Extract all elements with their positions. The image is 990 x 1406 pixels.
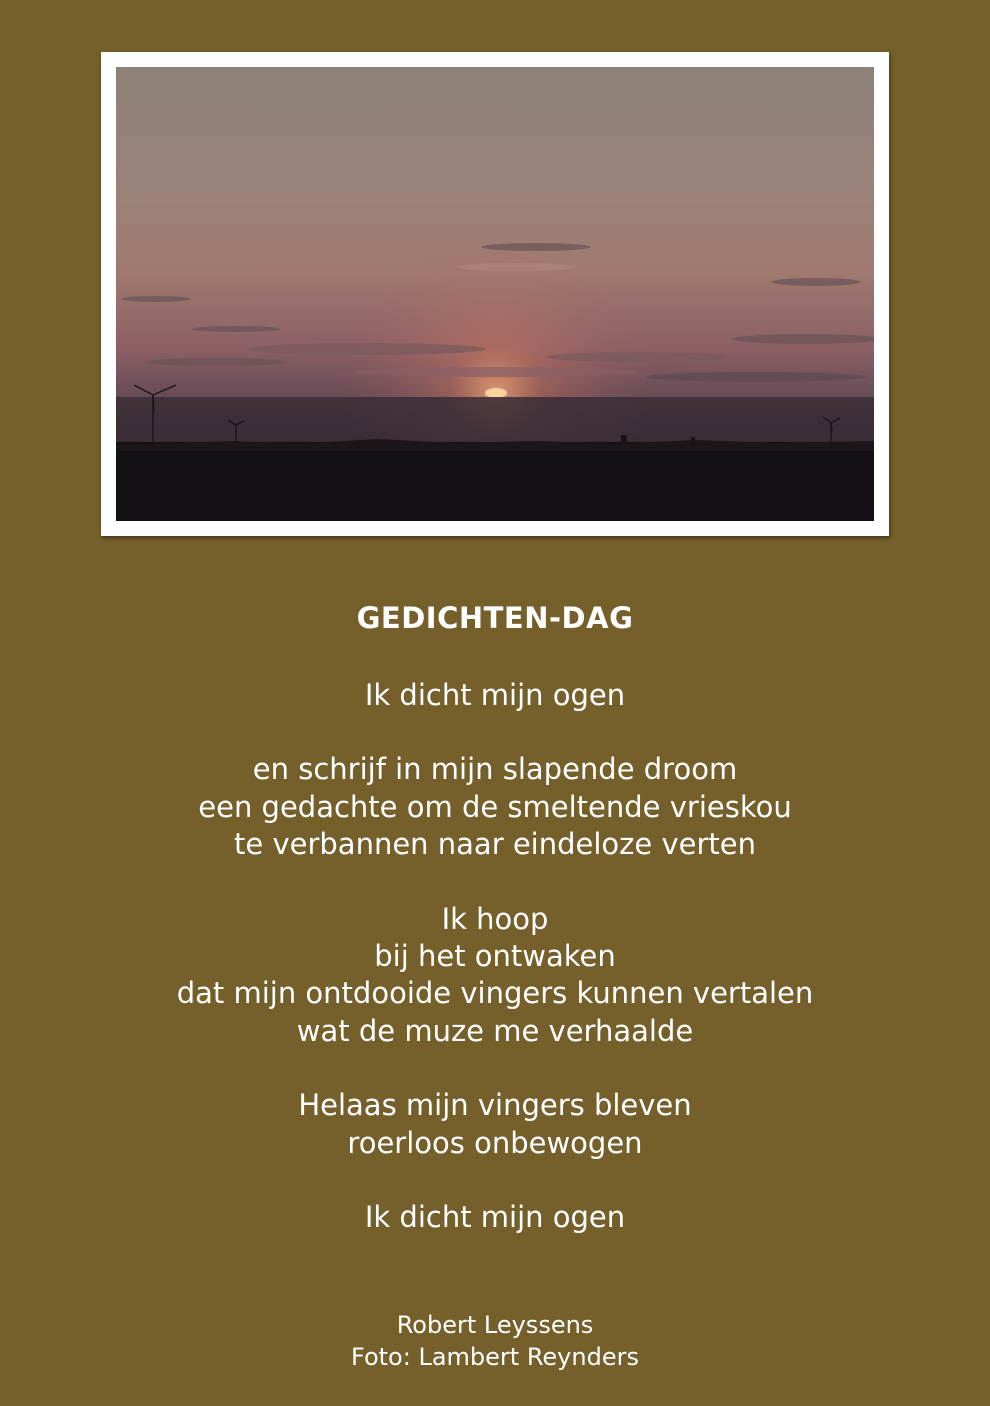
sunset-landscape-image xyxy=(116,67,874,521)
stanza-4 xyxy=(0,1087,990,1162)
poem-line: en schrijf in mijn slapende droom xyxy=(252,752,738,787)
poem-line: dat mijn ontdooide vingers kunnen vertalen xyxy=(176,976,814,1011)
poem-line: Ik hoop xyxy=(441,901,549,936)
stanza-5 xyxy=(0,1199,990,1236)
sunset-photo xyxy=(116,67,874,521)
photo-credit: Foto: Lambert Reynders xyxy=(351,1343,639,1371)
poem xyxy=(0,596,990,1236)
credits xyxy=(0,1309,990,1373)
stanza-1 xyxy=(0,677,990,714)
poem-line: roerloos onbewogen xyxy=(347,1125,643,1160)
stanza-2 xyxy=(0,751,990,863)
photo-frame xyxy=(101,52,889,536)
poem-line: bij het ontwaken xyxy=(374,939,616,974)
poem-line: te verbannen naar eindeloze verten xyxy=(234,827,756,862)
stanza-3 xyxy=(0,901,990,1051)
poem-line: wat de muze me verhaalde xyxy=(296,1013,694,1048)
poem-line: een gedachte om de smeltende vrieskou xyxy=(198,789,792,824)
poem-title: GEDICHTEN-DAG xyxy=(356,601,634,635)
poem-line: Helaas mijn vingers bleven xyxy=(298,1088,692,1123)
poem-line: Ik dicht mijn ogen xyxy=(364,678,626,712)
author-credit: Robert Leyssens xyxy=(396,1311,594,1339)
poem-line: Ik dicht mijn ogen xyxy=(364,1200,626,1235)
